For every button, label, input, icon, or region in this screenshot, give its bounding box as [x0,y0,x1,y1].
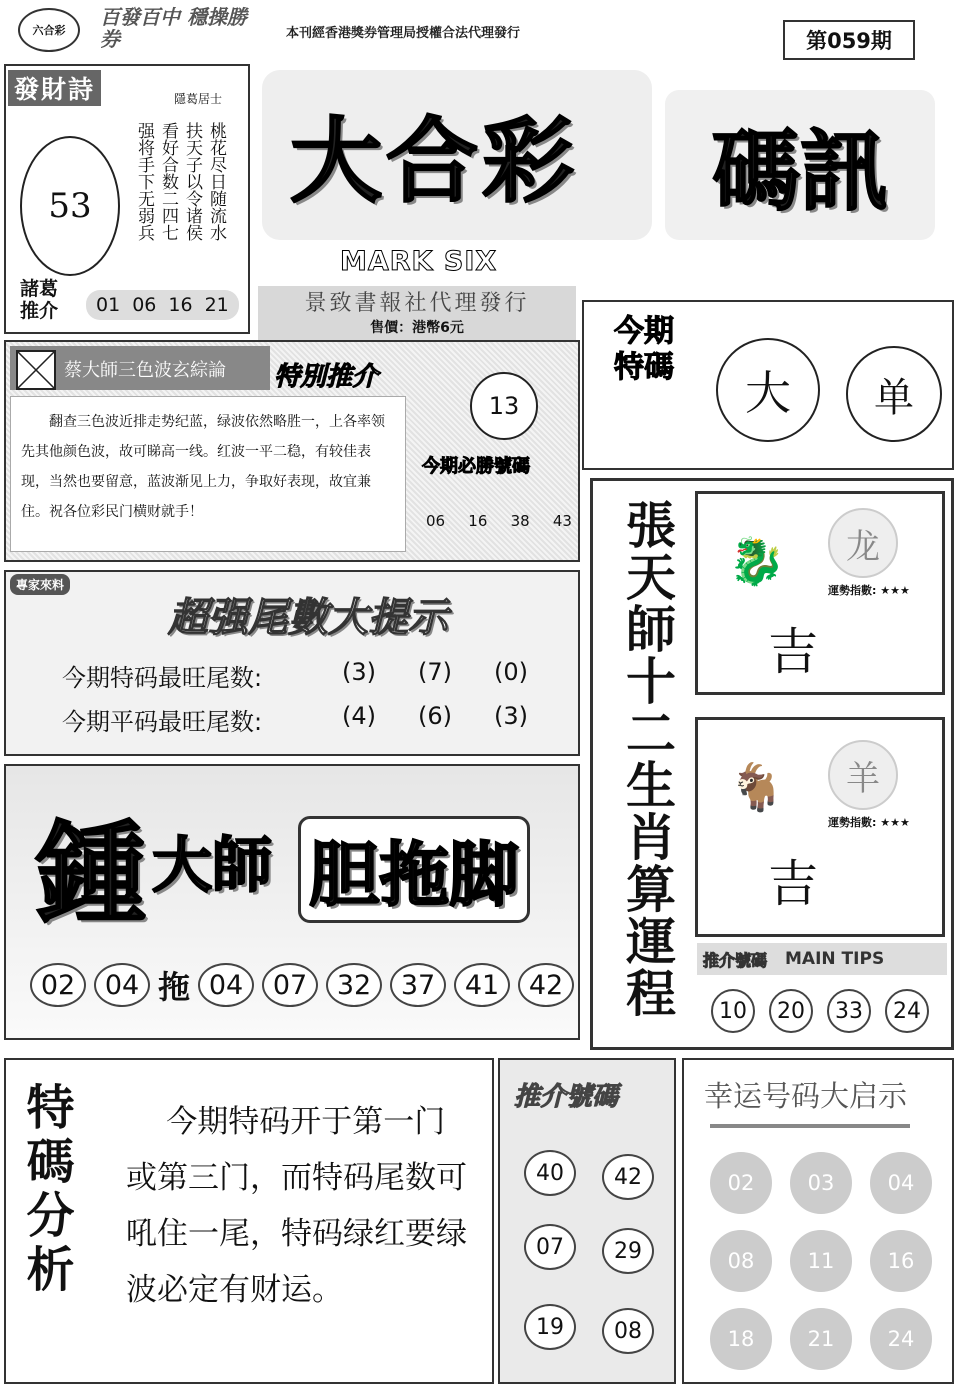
slogan: 百發百中 穩操勝券 [100,5,247,51]
fortune-label [828,814,910,830]
zhang-master-box [590,478,954,1050]
tail-row-label: 今期特码最旺尾数: [62,664,263,692]
tuo-ball: 42 [518,963,574,1007]
masthead-subtitle: 碼訊 [665,90,935,240]
big-small-circle [716,338,820,442]
zhuge-number: 01 [96,294,121,316]
cai-master-box [4,340,580,562]
recommend-ball: 19 [524,1304,576,1350]
poem-number-circle [20,136,120,276]
lucky-ball: 08 [710,1230,772,1292]
dan-ball: 04 [94,963,150,1007]
must-win-number: 13 [488,392,520,420]
dragon-icon: 🐉 [728,534,786,588]
cai-master-heading: 蔡大師三色波玄綜論 [64,360,226,381]
poem-box [4,64,250,334]
must-win-numbers [426,512,572,530]
poem-author: 隱葛居士 [174,92,223,106]
poem-line: 桃花尽日随流水 [206,122,226,241]
special-code-label: 今期特碼 [614,314,674,385]
must-win-extra-number: 06 [426,512,446,530]
must-win-extra-number: 43 [552,512,572,530]
recommend-title: 推介號碼 [514,1082,619,1112]
analysis-title: 特碼分析 [18,1082,74,1298]
lucky-ball: 04 [870,1152,932,1214]
lucky-ball: 24 [870,1308,932,1370]
lucky-box [682,1058,954,1384]
analysis-text: 今期特码开于第一门或第三门，而特码尾数可吼住一尾，特码绿红要绿波必定有财运。 [126,1104,467,1308]
zhuge-number: 06 [132,294,157,316]
tuo-ball: 07 [262,963,318,1007]
fortune-label-text: 運勢指數: [828,584,877,597]
zodiac-name-circle [828,740,898,810]
fortune-stars: ★★★ [880,584,910,597]
tail-value: (7) [418,658,452,686]
tuo-ball: 32 [326,963,382,1007]
zhong-title-3: 胆拖脚 [298,816,530,923]
recommend-ball: 08 [602,1308,654,1354]
special-code-box [582,300,954,470]
issue-number: 第059期 [783,20,915,60]
odd-even-value: 单 [874,374,914,421]
must-win-extra-number: 16 [468,512,488,530]
main-tip-ball: 20 [769,989,813,1033]
recommend-box [498,1058,676,1384]
main-tip-ball: 33 [827,989,871,1033]
cai-master-text: 翻查三色波近排走势纪蓝，绿波依然略胜一，上各率领先其他颜色波，故可睇高一线。红波一平二稳，有较佳表现，当然也要留意，蓝波渐见上力，争取好表现，故宜兼住。祝各位彩民门横财就手！ [10,396,406,552]
must-win-extra-number: 38 [510,512,530,530]
fortune-label-text: 運勢指數: [828,816,877,829]
lucky-ball: 18 [710,1308,772,1370]
must-win-label: 今期必勝號碼 [422,456,530,477]
tail-value: (3) [342,658,376,686]
tail-title: 超强尾數大提示 [168,595,448,641]
publisher-bar [258,286,576,340]
expert-tag: 專家來料 [10,574,70,595]
tail-row-label: 今期平码最旺尾数: [62,708,263,736]
tail-row [62,702,562,737]
zhuge-number: 21 [204,294,229,316]
odd-even-circle [846,346,942,442]
tail-row [62,658,562,693]
publisher-name: 景致書報社代理發行 [304,291,530,316]
poem-title: 發財詩 [8,70,101,106]
zodiac-name: 龙 [846,526,880,567]
poem-line: 看好合数二四七 [158,122,178,241]
goat-icon: 🐐 [728,760,786,814]
zodiac-name-circle [828,508,898,578]
main-tips-label: 推介號碼 [703,950,768,970]
drag-label: 拖 [158,968,191,1006]
zhuge-recommend-label: 諸葛 推介 [20,278,59,322]
zhong-title-1: 鍾 [36,810,146,938]
poem-number: 53 [48,186,92,226]
poem-line: 扶天子以令诸侯 [182,122,202,241]
authorization-text: 本刊經香港獎券管理局授權合法代理發行 [286,26,521,41]
zodiac-card-dragon [695,491,945,695]
fortune-stars: ★★★ [880,816,910,829]
logo: 六合彩 [18,8,80,52]
zhong-master-box [4,764,580,1040]
tuo-ball: 41 [454,963,510,1007]
lucky-underline [710,1124,910,1128]
masthead-title: 大合彩 [290,108,579,215]
lucky-ball: 02 [710,1152,772,1214]
price-text: 售價：港幣6元 [370,320,464,336]
special-recommend-badge: 特別推介 [274,362,379,392]
mark-six-label: MARK SIX [340,246,498,277]
fortune-result: 吉 [768,623,818,681]
tail-value: (0) [494,658,528,686]
dan-ball: 02 [30,963,86,1007]
tail-value: (4) [342,702,376,730]
recommend-ball: 29 [602,1228,654,1274]
zodiac-name: 羊 [846,758,880,799]
lucky-grid [710,1152,932,1370]
analysis-box [4,1058,494,1384]
fortune-result: 吉 [768,855,818,913]
big-small-value: 大 [745,366,791,420]
tail-value: (6) [418,702,452,730]
zhuge-numbers [86,290,239,320]
lucky-ball: 16 [870,1230,932,1292]
zhang-title: 張天師十二生肖算運程 [618,499,676,1019]
lucky-ball: 11 [790,1230,852,1292]
main-tip-ball: 10 [711,989,755,1033]
recommend-ball: 07 [524,1224,576,1270]
zhong-title-2: 大師 [152,831,272,901]
main-tip-ball: 24 [885,989,929,1033]
lucky-ball: 21 [790,1308,852,1370]
lucky-ball: 03 [790,1152,852,1214]
zodiac-card-goat [695,717,945,937]
tail-value: (3) [494,702,528,730]
lucky-title: 幸运号码大启示 [704,1079,908,1113]
poem-lines [134,122,226,292]
recommend-ball: 40 [524,1150,576,1196]
recommend-ball: 42 [602,1154,654,1200]
zhuge-number: 16 [168,294,193,316]
zhong-numbers [30,962,574,1008]
empty-checkbox-icon [16,350,56,390]
main-tips-numbers [711,989,929,1033]
must-win-ball [470,372,538,440]
poem-line: 强将手下无弱兵 [134,122,154,241]
fortune-label [828,582,910,598]
tuo-ball: 04 [198,963,254,1007]
main-tips-header [697,943,947,975]
tuo-ball: 37 [390,963,446,1007]
tail-number-box [4,570,580,756]
main-tips-en: MAIN TIPS [785,949,885,969]
